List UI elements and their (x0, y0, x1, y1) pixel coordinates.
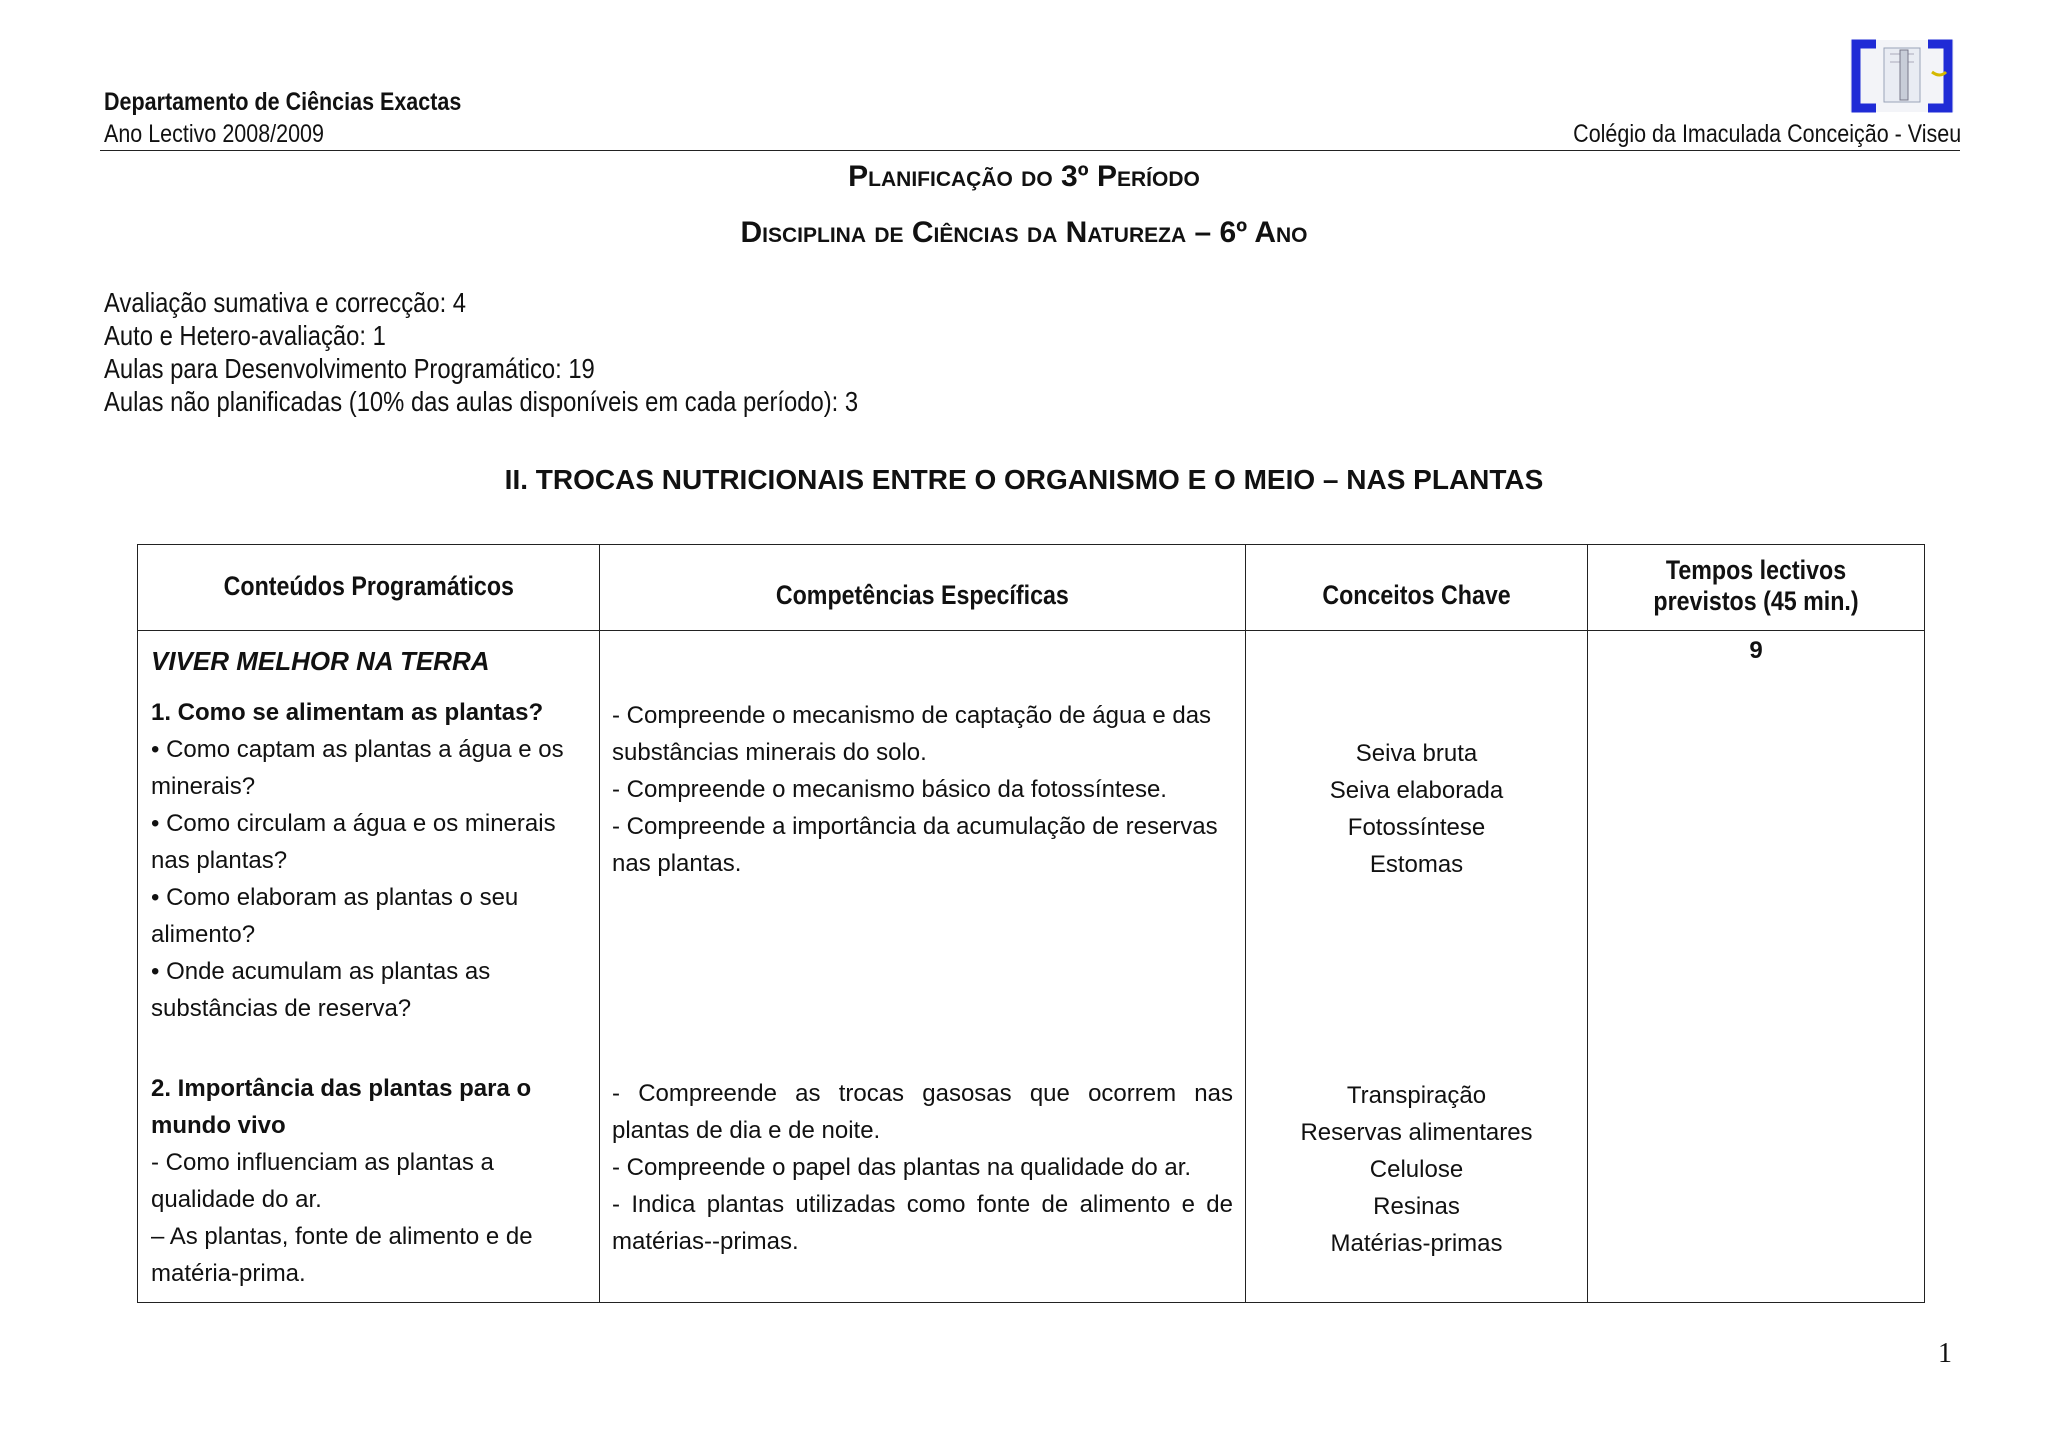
list-item: - Como influenciam as plantas a qualidade do ar. (151, 1149, 494, 1213)
school-name: Colégio da Imaculada Conceição - Viseu (1572, 120, 1961, 148)
school-logo-icon (1848, 36, 1956, 114)
concept-item: Reservas alimentares (1300, 1119, 1533, 1146)
list-item: • Como circulam a água e os minerais nas plantas? (151, 810, 556, 874)
department-name: Departamento de Ciências Exactas (104, 88, 462, 116)
concept-item: Matérias-primas (1330, 1230, 1503, 1257)
list-item: - Compreende o mecanismo básico da fotossíntese. (612, 776, 1167, 803)
conceitos-cell (1246, 631, 1588, 1303)
concept-item: Seiva elaborada (1329, 777, 1504, 804)
list-item: • Onde acumulam as plantas as substâncias de reserva? (151, 958, 491, 1022)
block1-heading: 1. Como se alimentam as plantas? (151, 699, 544, 726)
block2-heading: 2. Importância das plantas para o mundo vivo (151, 1075, 532, 1139)
list-item: • Como captam as plantas a água e os minerais? (151, 736, 564, 800)
lesson-summary (104, 286, 858, 418)
list-item: - Compreende as trocas gasosas que ocorrem nas plantas de dia e de noite. (612, 1080, 1233, 1144)
section-title: II. TROCAS NUTRICIONAIS ENTRE O ORGANISMO E O MEIO – NAS PLANTAS (504, 464, 1544, 495)
competencias-cell (600, 631, 1246, 1303)
header-conceitos: Conceitos Chave (1246, 545, 1588, 631)
summary-line: Avaliação sumativa e correcção: 4 (104, 287, 467, 318)
table-header-row (138, 545, 1925, 631)
list-item: • Como elaboram as plantas o seu alimento? (151, 884, 519, 948)
concept-item: Seiva bruta (1355, 740, 1478, 767)
list-item: - Compreende o papel das plantas na qualidade do ar. (612, 1154, 1192, 1181)
summary-line: Aulas não planificadas (10% das aulas disponíveis em cada período): 3 (104, 386, 859, 417)
header-competencias: Competências Específicas (600, 545, 1246, 631)
theme-title: VIVER MELHOR NA TERRA (151, 646, 490, 676)
header-divider (100, 150, 1960, 151)
tempos-value: 9 (1749, 637, 1763, 664)
page-number: 1 (1938, 1338, 1952, 1369)
school-year: Ano Lectivo 2008/2009 (104, 120, 324, 148)
list-item: - Indica plantas utilizadas como fonte de alimento e de matérias--primas. (612, 1191, 1233, 1255)
document-subtitle: Disciplina de Ciências da Natureza – 6º Ano (740, 216, 1308, 249)
header-tempos: Tempos lectivos previstos (45 min.) (1588, 545, 1925, 631)
concept-item: Estomas (1369, 851, 1464, 878)
header-conteudos: Conteúdos Programáticos (138, 545, 600, 631)
summary-line: Auto e Hetero-avaliação: 1 (104, 320, 386, 351)
concept-item: Transpiração (1346, 1082, 1487, 1109)
conteudos-cell (138, 631, 600, 1303)
planning-table (137, 544, 1925, 1303)
summary-line: Aulas para Desenvolvimento Programático: 19 (104, 353, 595, 384)
concept-item: Fotossíntese (1347, 814, 1486, 841)
table-row (138, 631, 1925, 1303)
list-item: – As plantas, fonte de alimento e de matéria-prima. (151, 1223, 533, 1287)
document-title: Planificação do 3º Período (848, 160, 1200, 193)
concept-item: Celulose (1369, 1156, 1464, 1183)
list-item: - Compreende a importância da acumulação de reservas nas plantas. (612, 813, 1218, 877)
concept-item: Resinas (1373, 1193, 1460, 1220)
list-item: - Compreende o mecanismo de captação de água e das substâncias minerais do solo. (612, 702, 1212, 766)
tempos-cell (1588, 631, 1925, 1303)
